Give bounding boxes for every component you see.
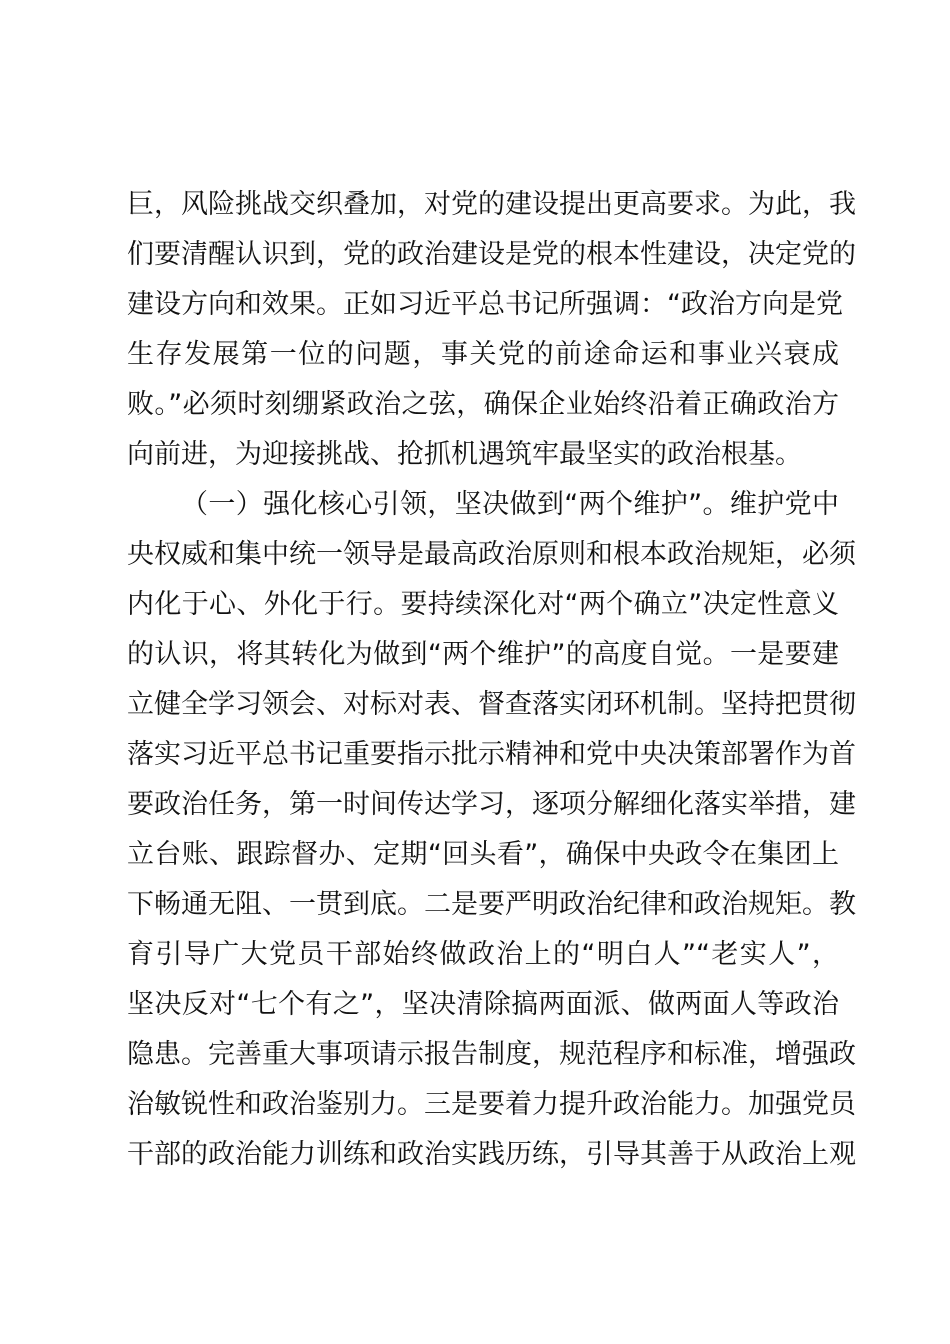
text-line: 立健全学习领会、对标对表、督查落实闭环机制。坚持把贯彻: [127, 689, 856, 720]
text-line: 落实习近平总书记重要指示批示精神和党中央决策部署作为首: [127, 739, 856, 770]
text-line: 巨，风险挑战交织叠加，对党的建设提出更高要求。为此，我: [127, 189, 856, 220]
text-line: 央权威和集中统一领导是最高政治原则和根本政治规矩，必须: [127, 539, 856, 570]
text-line: 育引导广大党员干部始终做政治上的“明白人”“老实人”，: [127, 939, 839, 970]
text-line: 下畅通无阻、一贯到底。二是要严明政治纪律和政治规矩。教: [127, 889, 856, 920]
text-line: 生存发展第一位的问题，事关党的前途命运和事业兴衰成: [127, 339, 839, 370]
text-line: 的认识，将其转化为做到“两个维护”的高度自觉。一是要建: [127, 639, 839, 670]
text-line: 建设方向和效果。正如习近平总书记所强调：“政治方向是党: [127, 289, 843, 320]
text-line: 们要清醒认识到，党的政治建设是党的根本性建设，决定党的: [127, 239, 856, 270]
text-line: 隐患。完善重大事项请示报告制度，规范程序和标准，增强政: [127, 1039, 856, 1070]
text-line: 立台账、跟踪督办、定期“回头看”，确保中央政令在集团上: [127, 839, 839, 870]
text-line: 向前进，为迎接挑战、抢抓机遇筑牢最坚实的政治根基。: [127, 439, 802, 470]
text-line: 要政治任务，第一时间传达学习，逐项分解细化落实举措，建: [127, 789, 856, 820]
text-line: 内化于心、外化于行。要持续深化对“两个确立”决定性意义: [127, 589, 839, 620]
text-line: 治敏锐性和政治鉴别力。三是要着力提升政治能力。加强党员: [127, 1089, 856, 1120]
text-line: 败。”必须时刻绷紧政治之弦，确保企业始终沿着正确政治方: [127, 389, 839, 420]
text-line: 干部的政治能力训练和政治实践历练，引导其善于从政治上观: [127, 1139, 856, 1170]
section-heading-line: （一）强化核心引领，坚决做到“两个维护”。维护党中: [181, 489, 839, 520]
text-line: 坚决反对“七个有之”，坚决清除搞两面派、做两面人等政治: [127, 989, 839, 1020]
